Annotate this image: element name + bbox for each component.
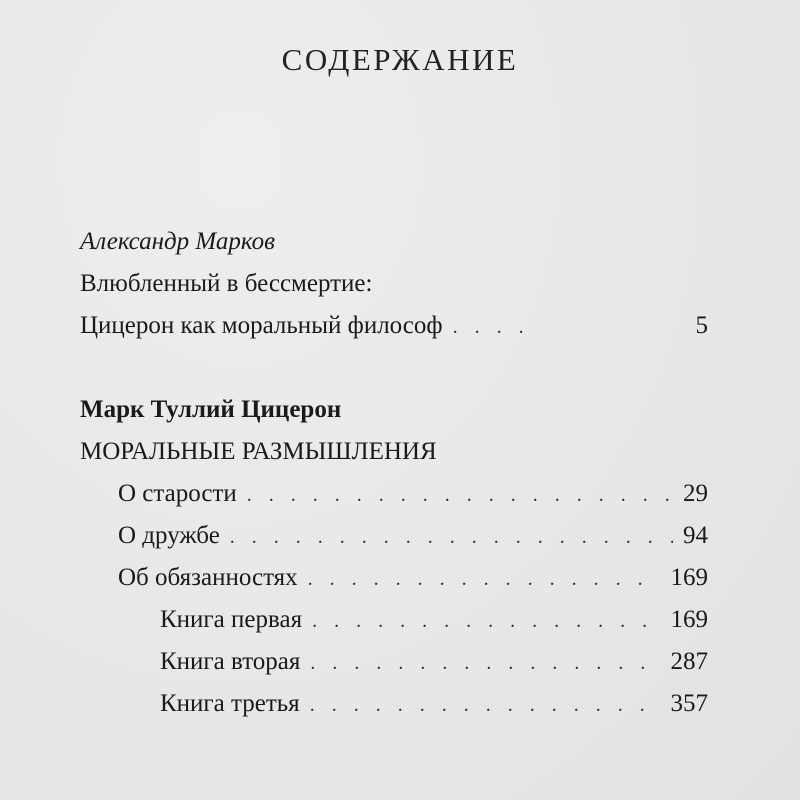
toc-entry [118,522,708,556]
dot-leader [230,526,673,549]
dot-leader [453,316,523,339]
toc-entry-title: О дружбе [118,522,220,549]
toc-entry-title: О старости [118,480,237,507]
toc-entry-title: Об обязанностях [118,564,298,591]
intro-title-line1: Влюбленный в бессмертие: [80,270,373,297]
dot-leader [247,484,673,507]
toc-entry-page: 357 [670,690,708,717]
toc-entry-title: Книга вторая [160,648,301,675]
toc-entry-page: 169 [670,606,708,633]
page-title: СОДЕРЖАНИЕ [281,42,519,77]
toc-entry-page: 169 [670,564,708,591]
toc-entry-page: 5 [695,312,708,339]
toc-entry-title: Книга первая [160,606,303,633]
toc-subentry [160,606,708,640]
toc-entry-page: 29 [683,480,708,507]
dot-leader [308,568,661,591]
toc-entry-title: Книга третья [160,690,300,717]
dot-leader [312,610,660,633]
dot-leader [310,694,661,717]
toc-subentry [160,648,708,682]
toc-entry-page: 94 [683,522,708,549]
toc-entry-page: 287 [670,648,708,675]
toc-entry [118,564,708,598]
toc-entry-title: Цицерон как моральный философ [80,312,443,339]
main-author: Марк Туллий Цицерон [80,396,342,423]
toc-entry [118,480,708,514]
collection-title: МОРАЛЬНЫЕ РАЗМЫШЛЕНИЯ [80,438,437,465]
intro-author: Александр Марков [80,228,275,255]
dot-leader [310,652,660,675]
toc-subentry [160,690,708,724]
toc-entry-intro [80,312,708,346]
